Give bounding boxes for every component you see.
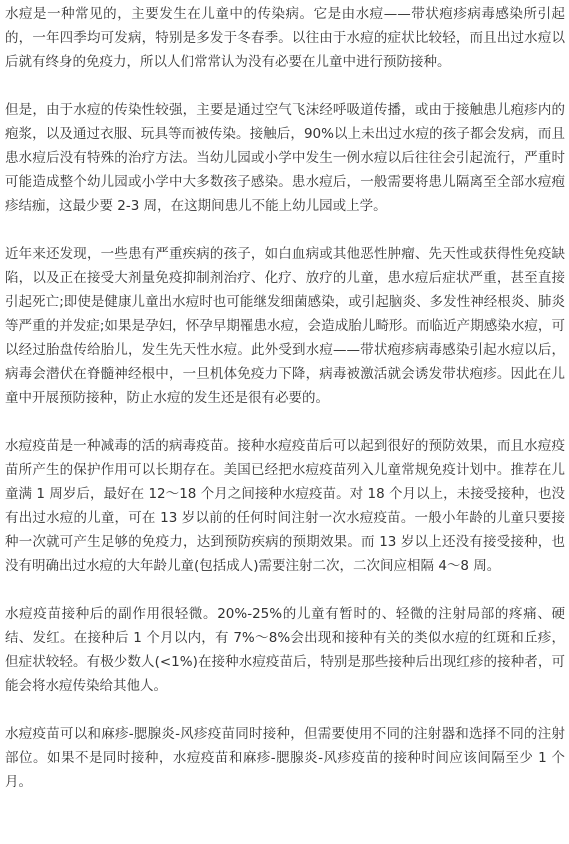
paragraph-complications: 近年来还发现，一些患有严重疾病的孩子，如白血病或其他恶性肿瘤、先天性或获得性免疫缺陷，以及正在接受大剂量免疫抑制剂治疗、化疗、放疗的儿童，患水痘后症状严重，甚至直接引起死亡;即使是健康儿童出水痘时也可能继发细菌感染，或引起脑炎、多发性神经根炎、肺炎等严重的并发症;如果是孕妇，怀孕早期罹患水痘，会造成胎儿畸形。而临近产期感染水痘，可以经过胎盘传给胎儿，发生先天性水痘。此外受到水痘——带状疱疹病毒感染引起水痘以后，病毒会潜伏在脊髓神经根中，一旦机体免疫力下降，病毒被激活就会诱发带状疱疹。因此在儿童中开展预防接种，防止水痘的发生还是很有必要的。: [5, 246, 565, 406]
paragraph-intro: 水痘是一种常见的，主要发生在儿童中的传染病。它是由水痘——带状疱疹病毒感染所引起的，一年四季均可发病，特别是多发于冬春季。以往由于水痘的症状比较轻，而且出过水痘以后就有终身的免疫力，所以人们常常认为没有必要在儿童中进行预防接种。: [5, 6, 565, 70]
paragraph-side-effects: 水痘疫苗接种后的副作用很轻微。20%-25%的儿童有暂时的、轻微的注射局部的疼痛、硬结、发红。在接种后 1 个月以内，有 7%～8%会出现和接种有关的类似水痘的红斑和丘疹，但症状较轻。有极少数人(<1%)在接种水痘疫苗后，特别是那些接种后出现红疹的接种者，可能会将水痘传染给其他人。: [5, 606, 565, 694]
paragraph-vaccine: 水痘疫苗是一种减毒的活的病毒疫苗。接种水痘疫苗后可以起到很好的预防效果，而且水痘疫苗所产生的保护作用可以长期存在。美国已经把水痘疫苗列入儿童常规免疫计划中。推荐在儿童满 1 周岁后，最好在 12～18 个月之间接种水痘疫苗。对 18 个月以上，未接受接种，也没有出过水痘的儿童，可在 13 岁以前的任何时间注射一次水痘疫苗。一般小年龄的儿童只要接种一次就可产生足够的免疫力，达到预防疾病的预期效果。而 13 岁以上还没有接受接种，也没有明确出过水痘的大年龄儿童(包括成人)需要注射二次，二次间应相隔 4～8 周。: [5, 438, 565, 574]
paragraph-combined-vaccination: 水痘疫苗可以和麻疹-腮腺炎-风疹疫苗同时接种，但需要使用不同的注射器和选择不同的注射部位。如果不是同时接种，水痘疫苗和麻疹-腮腺炎-风疹疫苗的接种时间应该间隔至少 1 个月。: [5, 726, 565, 790]
paragraph-transmission: 但是，由于水痘的传染性较强，主要是通过空气飞沫经呼吸道传播，或由于接触患儿疱疹内的疱浆，以及通过衣服、玩具等而被传染。接触后，90%以上未出过水痘的孩子都会发病，而且患水痘后没有特殊的治疗方法。当幼儿园或小学中发生一例水痘以后往往会引起流行，严重时可能造成整个幼儿园或小学中大多数孩子感染。患水痘后，一般需要将患儿隔离至全部水痘疱疹结痂，这最少要 2-3 周，在这期间患儿不能上幼儿园或上学。: [5, 102, 565, 214]
